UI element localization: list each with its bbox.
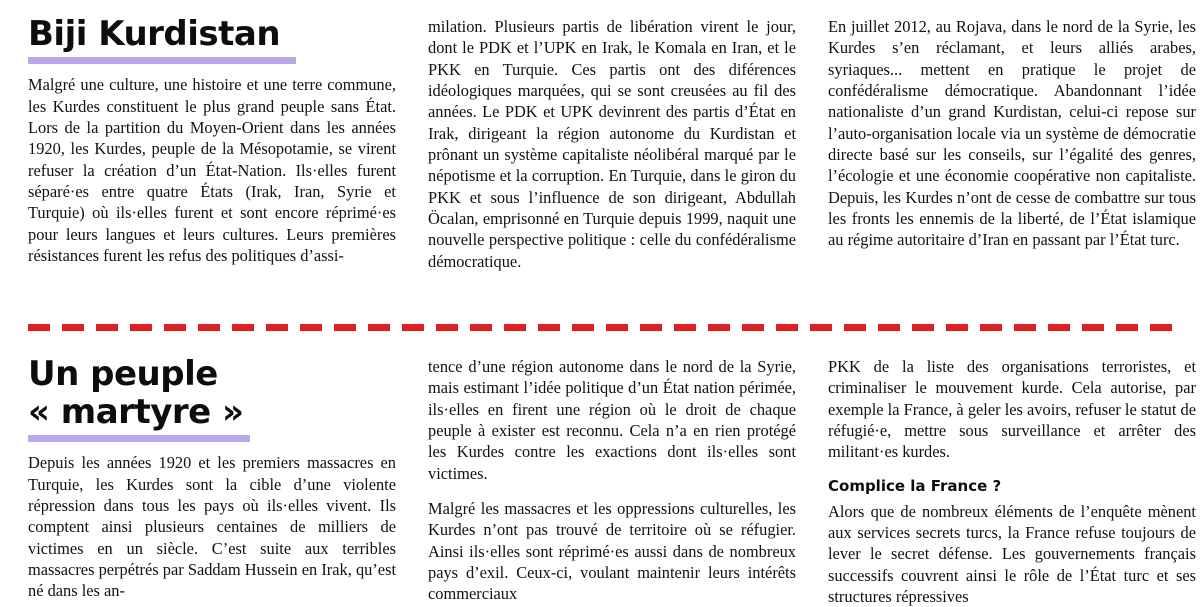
paragraph: Malgré les massacres et les oppressions culturelles, les Kurdes n’ont pas trouvé de territoire où se réfugier. Ainsi ils·elles sont réprimé·es aussi dans de nombreux pays d’exil. Ceux-ci, voulant maintenir leurs intérêts commerciaux	[428, 498, 796, 604]
headline-biji-kurdistan	[28, 16, 396, 64]
column-1	[28, 16, 396, 272]
headline-underline	[28, 435, 250, 442]
column-1	[28, 356, 396, 607]
paragraph: tence d’une région autonome dans le nord de la Syrie, mais estimant l’idée politique d’un État nation périmée, ils·elles en firent une région où le droit de chaque peuple à exister est reconnu. Cela n’a en rien protégé les Kurdes contre les exactions dont ils·elles sont victimes.	[428, 357, 796, 483]
paragraph: Alors que de nombreux éléments de l’enquête mènent aux services secrets turcs, la France refuse toujours de lever le secret défense. Les gouvernements français successifs couvrent ainsi le rôle de l’État turc et ses structures répressives	[828, 501, 1196, 606]
paragraph: milation. Plusieurs partis de libération virent le jour, dont le PDK et l’UPK en Irak, le Komala en Iran, et le PKK en Turquie. Ces partis ont des diférences idéologiques marquées, qui se sont creusées au fil des années. Le PDK et UPK devinrent des partis d’État en Irak, dirigeant la région autonome du Kurdistan et prônant un système capitaliste néolibéral marqué par le népotisme et la corruption. En Turquie, dans le giron du PKK et sous l’influence de son dirigeant, Abdullah Öcalan, emprisonné en Turquie depuis 1999, naquit une nouvelle perspective politique : celle du confédéralisme démocratique.	[428, 17, 796, 271]
paragraph: Depuis les années 1920 et les premiers massacres en Turquie, les Kurdes sont la cible d’une violente répression dans tous les pays où ils·elles vivent. Ils comptent ainsi plusieurs centaines de milliers de victimes en un siècle. C’est suite aux terribles massacres perpétrés par Saddam Hussein en Irak, qu’est né dans les an-	[28, 453, 396, 601]
paragraph: Malgré une culture, une histoire et une terre commune, les Kurdes constituent le plus grand peuple sans État. Lors de la partition du Moyen-Orient dans les années 1920, les Kurdes, peuple de la Mésopotamie, se virent refuser la création d’un État-Nation. Ils·elles furent séparé·es entre quatre États (Irak, Iran, Syrie et Turquie) où ils·elles furent et sont encore réprimé·es pour leurs langues et leurs cultures. Leurs premières résistances furent les refus des politiques d’assi-	[28, 75, 396, 266]
column-3	[828, 356, 1196, 607]
article-section-un-peuple-martyre	[0, 348, 1200, 607]
headline-text: Un peuple	[28, 356, 218, 394]
column-2	[428, 356, 796, 607]
column-2	[428, 16, 796, 272]
paragraph: En juillet 2012, au Rojava, dans le nord de la Syrie, les Kurdes s’en réclamant, et leurs alliés arabes, syriaques... mettent en pratique le projet de confédéralisme démocratique. Abandonnant l’idée nationaliste d’un grand Kurdistan, celui-ci repose sur l’auto-organisation locale via un système de démocratie directe basé sur les conseils, sur l’égalité des genres, l’écologie et une économie coopérative non capitaliste. Depuis, les Kurdes n’ont de cesse de combattre sur tous les fronts les ennemis de la liberté, de l’État islamique au régime autoritaire d’Iran en passant par l’État turc.	[828, 17, 1196, 250]
headline-underline	[28, 57, 296, 64]
subheading-complice-la-france: Complice la France ?	[828, 476, 1002, 495]
column-3	[828, 16, 1196, 272]
headline-un-peuple-martyre	[28, 356, 396, 442]
section-divider	[28, 324, 1172, 331]
headline-text: Biji Kurdistan	[28, 16, 281, 54]
article-section-biji-kurdistan	[0, 0, 1200, 272]
paragraph: PKK de la liste des organisations terroristes, et criminaliser le mouvement kurde. Cela autorise, par exemple la France, à geler les avoirs, refuser le statut de réfugié·e, mettre sous surveillance et arrêter des militant·es kurdes.	[828, 357, 1196, 462]
headline-text-line2: « martyre »	[28, 392, 244, 433]
